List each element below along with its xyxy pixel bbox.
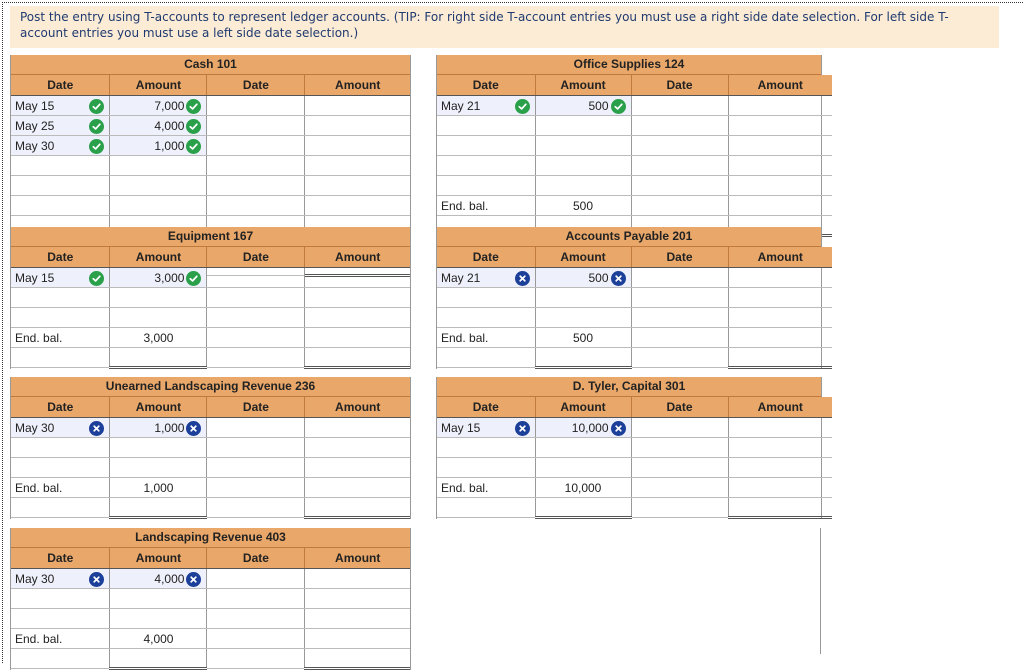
end-balance-row [437, 328, 832, 348]
debit-date-cell[interactable] [11, 156, 110, 176]
end-balance-label: End. bal. [11, 328, 110, 348]
debit-date-header: Date [437, 247, 535, 268]
t-account-capital [436, 377, 822, 519]
credit-amount-cell[interactable] [305, 116, 410, 136]
credit-date-cell[interactable] [207, 196, 305, 216]
debit-amount-cell[interactable]: 500 [535, 96, 631, 116]
debit-date-cell[interactable]: May 30 [11, 569, 110, 589]
ledger-row [437, 308, 832, 328]
credit-balance-date[interactable] [631, 196, 728, 216]
credit-amount-cell[interactable] [728, 308, 832, 328]
debit-date-cell[interactable] [11, 176, 110, 196]
check-icon [515, 99, 530, 114]
t-account-landscaping-revenue [10, 528, 411, 670]
debit-date-cell[interactable]: May 15 [11, 96, 110, 116]
debit-date-header: Date [11, 75, 110, 96]
credit-amount-cell[interactable] [305, 268, 410, 288]
check-icon [89, 271, 104, 286]
debit-date-cell[interactable] [11, 308, 110, 328]
debit-date-cell[interactable] [11, 609, 110, 629]
ruling-cell [535, 348, 631, 368]
debit-date-cell[interactable] [437, 156, 535, 176]
credit-date-cell[interactable] [631, 288, 728, 308]
ledger-row [11, 196, 410, 216]
ruling-row [11, 348, 410, 368]
debit-amount-cell[interactable] [535, 156, 631, 176]
credit-amount-cell[interactable] [305, 438, 410, 458]
account-title: Accounts Payable 201 [437, 227, 821, 247]
x-icon [186, 572, 201, 587]
debit-amount-cell[interactable] [110, 589, 207, 609]
ruling-cell [437, 498, 535, 518]
end-balance-amount: 10,000 [535, 478, 631, 498]
ledger-row [437, 176, 832, 196]
end-balance-row [437, 478, 832, 498]
credit-amount-cell[interactable] [305, 196, 410, 216]
debit-date-header: Date [11, 397, 110, 418]
debit-date-header: Date [11, 548, 110, 569]
debit-amount-cell[interactable] [535, 116, 631, 136]
debit-amount-header: Amount [535, 75, 631, 96]
credit-balance-date[interactable] [631, 478, 728, 498]
ledger-row [437, 156, 832, 176]
credit-date-cell[interactable] [207, 308, 305, 328]
credit-amount-cell[interactable] [728, 116, 832, 136]
debit-amount-cell[interactable] [110, 458, 207, 478]
credit-date-cell[interactable] [207, 156, 305, 176]
debit-amount-cell[interactable] [110, 196, 207, 216]
check-icon [186, 139, 201, 154]
credit-date-cell[interactable] [631, 116, 728, 136]
ruling-cell [110, 348, 207, 368]
debit-amount-cell[interactable] [110, 609, 207, 629]
end-balance-amount: 4,000 [110, 629, 207, 649]
ledger-row [11, 308, 410, 328]
debit-date-cell[interactable]: May 21 [437, 96, 535, 116]
x-icon [611, 421, 626, 436]
debit-date-cell[interactable] [11, 589, 110, 609]
credit-amount-cell[interactable] [728, 156, 832, 176]
debit-amount-cell[interactable]: 4,000 [110, 116, 207, 136]
x-icon [611, 271, 626, 286]
credit-date-cell[interactable] [207, 569, 305, 589]
credit-amount-cell[interactable] [728, 418, 832, 438]
debit-date-header: Date [11, 247, 110, 268]
account-title: D. Tyler, Capital 301 [437, 377, 821, 397]
end-balance-row [11, 328, 410, 348]
debit-amount-cell[interactable] [110, 288, 207, 308]
x-icon [186, 421, 201, 436]
t-account-unearned-revenue [10, 377, 411, 519]
ledger-row [437, 136, 832, 156]
credit-date-cell[interactable] [207, 418, 305, 438]
x-icon [515, 421, 530, 436]
credit-amount-cell[interactable] [305, 96, 410, 116]
credit-date-cell[interactable] [631, 96, 728, 116]
end-balance-amount: 3,000 [110, 328, 207, 348]
check-icon [611, 99, 626, 114]
credit-amount-cell[interactable] [305, 418, 410, 438]
debit-amount-cell[interactable] [110, 438, 207, 458]
credit-date-cell[interactable] [631, 176, 728, 196]
ruling-cell [11, 498, 110, 518]
credit-date-cell[interactable] [631, 156, 728, 176]
credit-balance-amount[interactable] [728, 196, 832, 216]
debit-amount-cell[interactable] [535, 288, 631, 308]
ledger-row [11, 288, 410, 308]
credit-date-cell[interactable] [631, 308, 728, 328]
credit-date-header: Date [631, 397, 728, 418]
check-icon [186, 99, 201, 114]
end-balance-amount: 500 [535, 328, 631, 348]
ruling-cell [631, 348, 728, 368]
x-icon [89, 421, 104, 436]
credit-date-cell[interactable] [631, 438, 728, 458]
credit-amount-header: Amount [305, 247, 410, 268]
credit-date-cell[interactable] [631, 268, 728, 288]
check-icon [186, 119, 201, 134]
debit-amount-header: Amount [535, 247, 631, 268]
ruling-cell [305, 348, 410, 368]
instruction-tip: (TIP: For right side T-account entries you must use a right side date selection. For left side T-account entries you must use a left side date selection.) [20, 10, 949, 40]
debit-date-header: Date [437, 397, 535, 418]
debit-amount-cell[interactable] [535, 438, 631, 458]
account-title: Cash 101 [11, 55, 410, 75]
credit-balance-amount[interactable] [305, 478, 410, 498]
debit-date-cell[interactable] [11, 438, 110, 458]
instruction-box [10, 6, 999, 48]
credit-date-header: Date [631, 247, 728, 268]
debit-date-cell[interactable] [437, 176, 535, 196]
credit-date-cell[interactable] [207, 438, 305, 458]
ledger-row [437, 438, 832, 458]
ruling-cell [728, 498, 832, 518]
ruling-cell [207, 649, 305, 669]
debit-amount-cell[interactable]: 4,000 [110, 569, 207, 589]
end-balance-amount: 1,000 [110, 478, 207, 498]
debit-date-cell[interactable]: May 15 [437, 418, 535, 438]
end-balance-label: End. bal. [11, 478, 110, 498]
ledger-row [11, 569, 410, 589]
end-balance-label: End. bal. [437, 196, 535, 216]
ruling-cell [535, 498, 631, 518]
debit-amount-cell[interactable]: 1,000 [110, 136, 207, 156]
credit-date-cell[interactable] [207, 176, 305, 196]
credit-amount-cell[interactable] [728, 136, 832, 156]
credit-amount-header: Amount [728, 75, 832, 96]
account-title: Equipment 167 [11, 227, 410, 247]
account-title: Unearned Landscaping Revenue 236 [11, 377, 410, 397]
debit-date-cell[interactable]: May 25 [11, 116, 110, 136]
credit-date-header: Date [631, 75, 728, 96]
credit-date-header: Date [207, 548, 305, 569]
credit-balance-amount[interactable] [305, 629, 410, 649]
debit-date-cell[interactable]: May 21 [437, 268, 535, 288]
credit-date-cell[interactable] [207, 116, 305, 136]
ledger-row [11, 438, 410, 458]
ledger-row [11, 176, 410, 196]
credit-amount-cell[interactable] [728, 268, 832, 288]
ruling-cell [728, 348, 832, 368]
credit-amount-cell[interactable] [728, 438, 832, 458]
ledger-row [11, 458, 410, 478]
ruling-cell [305, 649, 410, 669]
debit-date-cell[interactable]: May 15 [11, 268, 110, 288]
ruling-row [11, 498, 410, 518]
debit-date-cell[interactable] [437, 308, 535, 328]
credit-amount-cell[interactable] [305, 458, 410, 478]
credit-amount-cell[interactable] [305, 308, 410, 328]
ruling-row [11, 649, 410, 669]
debit-amount-cell[interactable]: 500 [535, 268, 631, 288]
ruling-row [437, 498, 832, 518]
t-account-accounts-payable [436, 227, 822, 369]
ledger-row [437, 288, 832, 308]
ledger-row [11, 268, 410, 288]
credit-date-cell[interactable] [207, 268, 305, 288]
ledger-row [437, 116, 832, 136]
debit-date-cell[interactable] [437, 136, 535, 156]
debit-date-cell[interactable]: May 30 [11, 418, 110, 438]
ledger-row [437, 268, 832, 288]
t-account-office-supplies [436, 55, 822, 237]
debit-date-cell[interactable]: May 30 [11, 136, 110, 156]
credit-amount-cell[interactable] [728, 96, 832, 116]
credit-date-cell[interactable] [207, 96, 305, 116]
credit-balance-date[interactable] [631, 328, 728, 348]
credit-date-cell[interactable] [207, 136, 305, 156]
credit-balance-amount[interactable] [728, 328, 832, 348]
ledger-row [11, 609, 410, 629]
credit-balance-date[interactable] [207, 629, 305, 649]
debit-date-cell[interactable] [11, 288, 110, 308]
debit-date-cell[interactable] [11, 196, 110, 216]
debit-amount-cell[interactable] [110, 176, 207, 196]
end-balance-amount: 500 [535, 196, 631, 216]
credit-amount-cell[interactable] [305, 589, 410, 609]
credit-amount-header: Amount [728, 247, 832, 268]
ruling-cell [305, 498, 410, 518]
debit-amount-header: Amount [110, 75, 207, 96]
credit-date-cell[interactable] [207, 609, 305, 629]
credit-amount-cell[interactable] [728, 458, 832, 478]
ruling-cell [207, 498, 305, 518]
end-balance-row [11, 629, 410, 649]
check-icon [89, 139, 104, 154]
check-icon [186, 271, 201, 286]
debit-amount-header: Amount [110, 548, 207, 569]
ledger-row [11, 136, 410, 156]
end-balance-row [11, 478, 410, 498]
debit-amount-header: Amount [535, 397, 631, 418]
debit-amount-header: Amount [110, 397, 207, 418]
credit-date-cell[interactable] [631, 418, 728, 438]
ruling-cell [11, 348, 110, 368]
credit-date-cell[interactable] [207, 589, 305, 609]
credit-amount-cell[interactable] [305, 156, 410, 176]
ruling-cell [11, 649, 110, 669]
credit-amount-cell[interactable] [305, 176, 410, 196]
credit-amount-cell[interactable] [305, 569, 410, 589]
debit-amount-cell[interactable] [110, 156, 207, 176]
debit-date-cell[interactable] [437, 438, 535, 458]
debit-amount-cell[interactable] [535, 308, 631, 328]
credit-date-cell[interactable] [631, 458, 728, 478]
ledger-row [437, 418, 832, 438]
ruling-cell [110, 649, 207, 669]
t-account-equipment [10, 227, 411, 369]
debit-amount-cell[interactable]: 1,000 [110, 418, 207, 438]
credit-balance-date[interactable] [207, 328, 305, 348]
end-balance-label: End. bal. [437, 478, 535, 498]
debit-amount-cell[interactable] [535, 176, 631, 196]
ruling-cell [110, 498, 207, 518]
x-icon [515, 271, 530, 286]
instruction-text: Post the entry using T-accounts to represent ledger accounts. [20, 10, 390, 24]
credit-date-cell[interactable] [631, 136, 728, 156]
credit-balance-amount[interactable] [728, 478, 832, 498]
end-balance-label: End. bal. [437, 328, 535, 348]
credit-date-cell[interactable] [207, 458, 305, 478]
credit-amount-cell[interactable] [728, 288, 832, 308]
ledger-row [11, 116, 410, 136]
credit-amount-header: Amount [305, 75, 410, 96]
debit-amount-cell[interactable] [535, 458, 631, 478]
credit-balance-amount[interactable] [305, 328, 410, 348]
end-balance-row [437, 196, 832, 216]
debit-amount-cell[interactable] [535, 136, 631, 156]
debit-date-cell[interactable] [437, 458, 535, 478]
credit-amount-header: Amount [728, 397, 832, 418]
check-icon [89, 119, 104, 134]
account-title: Landscaping Revenue 403 [11, 528, 410, 548]
ledger-row [437, 96, 832, 116]
ledger-row [11, 96, 410, 116]
debit-amount-cell[interactable]: 7,000 [110, 96, 207, 116]
panel-divider [820, 528, 821, 654]
ledger-row [11, 418, 410, 438]
credit-amount-cell[interactable] [305, 136, 410, 156]
account-title: Office Supplies 124 [437, 55, 821, 75]
debit-date-header: Date [437, 75, 535, 96]
ledger-row [11, 156, 410, 176]
credit-amount-header: Amount [305, 548, 410, 569]
credit-amount-cell[interactable] [305, 609, 410, 629]
credit-amount-header: Amount [305, 397, 410, 418]
ruling-cell [207, 348, 305, 368]
credit-date-header: Date [207, 247, 305, 268]
credit-date-header: Date [207, 397, 305, 418]
credit-date-header: Date [207, 75, 305, 96]
debit-amount-cell[interactable]: 10,000 [535, 418, 631, 438]
credit-amount-cell[interactable] [728, 176, 832, 196]
debit-amount-header: Amount [110, 247, 207, 268]
ledger-row [437, 458, 832, 478]
debit-date-cell[interactable] [437, 116, 535, 136]
x-icon [89, 572, 104, 587]
check-icon [89, 99, 104, 114]
credit-amount-cell[interactable] [305, 288, 410, 308]
end-balance-label: End. bal. [11, 629, 110, 649]
ruling-row [437, 348, 832, 368]
debit-date-cell[interactable] [11, 458, 110, 478]
ledger-row [11, 589, 410, 609]
ruling-cell [631, 498, 728, 518]
debit-amount-cell[interactable]: 3,000 [110, 268, 207, 288]
credit-balance-date[interactable] [207, 478, 305, 498]
debit-amount-cell[interactable] [110, 308, 207, 328]
debit-date-cell[interactable] [437, 288, 535, 308]
credit-date-cell[interactable] [207, 288, 305, 308]
ruling-cell [437, 348, 535, 368]
